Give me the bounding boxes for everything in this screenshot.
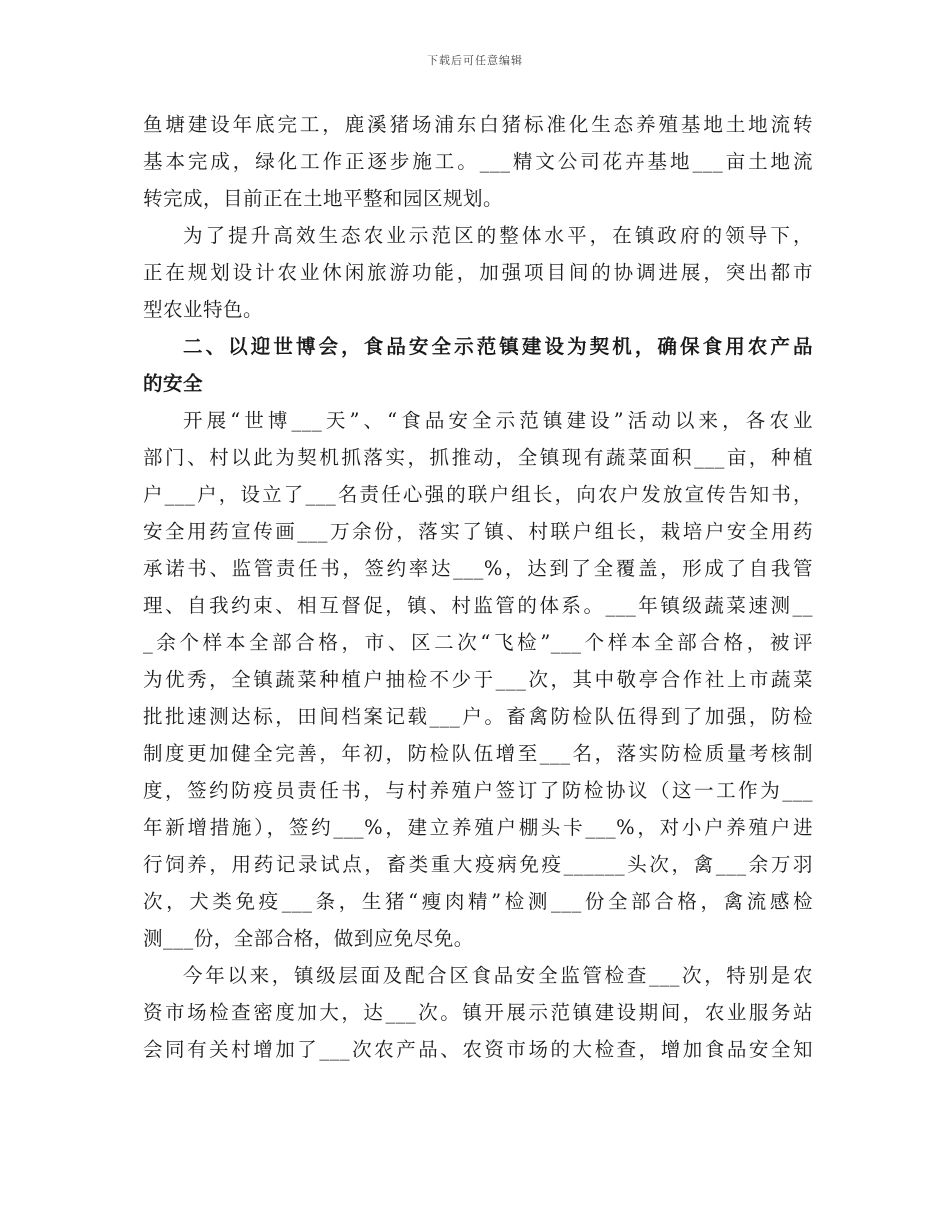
heading-line: 的安全 (143, 372, 204, 395)
text-line: 安全用药宣传画___万余份，落实了镇、村联户组长，栽培户安全用药 (143, 520, 813, 543)
text-line: 正在规划设计农业休闲旅游功能，加强项目间的协调进展，突出都市 (143, 261, 813, 284)
text-line: 会同有关村增加了___次农产品、农资市场的大检查，增加食品安全知 (143, 1038, 813, 1061)
text-line: 鱼塘建设年底完工，鹿溪猪场浦东白猪标准化生态养殖基地土地流转 (143, 113, 813, 136)
text-line: 型农业特色。 (143, 298, 264, 321)
text-line: 资市场检查密度加大，达___次。镇开展示范镇建设期间，农业服务站 (143, 1001, 813, 1024)
text-line: 行饲养，用药记录试点，畜类重大疫病免疫______头次，禽___余万羽 (143, 853, 813, 876)
text-line: 次，犬类免疫___条，生猪“瘦肉精”检测___份全部合格，禽流感检 (143, 890, 813, 913)
text-line: 开展“世博___天”、“食品安全示范镇建设”活动以来，各农业 (183, 409, 813, 432)
paragraph (143, 217, 813, 328)
section-heading (143, 328, 813, 402)
text-line: 度，签约防疫员责任书，与村养殖户签订了防检协议（这一工作为___ (143, 779, 813, 802)
text-line: 为了提升高效生态农业示范区的整体水平，在镇政府的领导下， (183, 224, 813, 247)
text-line: 制度更加健全完善，年初，防检队伍增至___名，落实防检质量考核制 (143, 742, 813, 765)
text-line: _余个样本全部合格，市、区二次“飞检”___个样本全部合格，被评 (143, 631, 813, 654)
text-line: 户___户，设立了___名责任心强的联户组长，向农户发放宣传告知书， (143, 483, 813, 506)
text-line: 为优秀，全镇蔬菜种植户抽检不少于___次，其中敬亭合作社上市蔬菜 (143, 668, 813, 691)
text-line: 转完成，目前正在土地平整和园区规划。 (143, 187, 504, 210)
text-line: 测___份，全部合格，做到应免尽免。 (143, 927, 474, 950)
text-line: 承诺书、监管责任书，签约率达___%，达到了全覆盖，形成了自我管 (143, 557, 813, 580)
document-body (143, 106, 813, 1068)
page-header-note: 下载后可任意编辑 (427, 54, 523, 67)
text-line: 今年以来，镇级层面及配合区食品安全监管检查___次，特别是农 (183, 964, 813, 987)
text-line: 理、自我约束、相互督促，镇、村监管的体系。___年镇级蔬菜速测__ (143, 594, 813, 617)
text-line: 年新增措施），签约___%，建立养殖户棚头卡___%，对小户养殖户进 (143, 816, 813, 839)
text-line: 基本完成，绿化工作正逐步施工。___精文公司花卉基地___亩土地流 (143, 150, 813, 173)
paragraph (143, 402, 813, 957)
text-line: 批批速测达标，田间档案记载___户。畜禽防检队伍得到了加强，防检 (143, 705, 813, 728)
text-line: 部门、村以此为契机抓落实，抓推动，全镇现有蔬菜面积___亩，种植 (143, 446, 813, 469)
paragraph (143, 106, 813, 217)
paragraph (143, 957, 813, 1068)
heading-line: 二、以迎世博会，食品安全示范镇建设为契机，确保食用农产品 (183, 335, 813, 358)
